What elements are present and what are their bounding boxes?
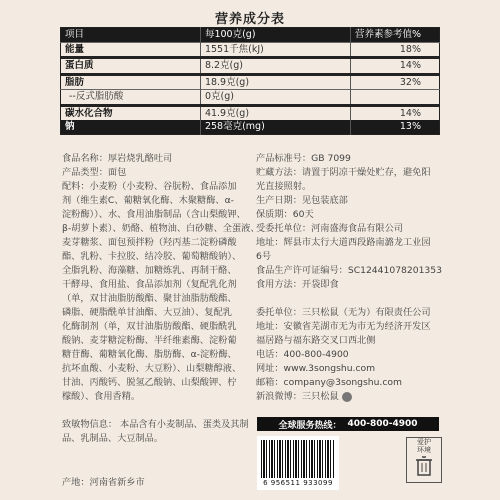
ingredients-line: 抗坏血酸、小麦粉、大豆粉）、山梨糖醇液、 [62, 363, 242, 374]
service-hotline [257, 417, 439, 431]
row-value: 18.9克(g) [200, 74, 350, 90]
table-row [61, 120, 440, 134]
row-nrv: 18% [350, 42, 439, 58]
ingredients-line: 化酶制剂（单，双甘油脂肪酸酯、硬脂酰乳 [62, 321, 237, 332]
weibo [256, 390, 446, 404]
eco-recycle-mark [406, 437, 442, 483]
row-value: 258毫克(mg) [200, 120, 350, 134]
eco-label: 环境 [417, 446, 431, 454]
ingredients-line: 酯、乳粉、卡拉胶、结冷胶、葡萄糖酸钠）、 [62, 251, 242, 262]
weibo-text: 新浪微博：三只松鼠 [256, 391, 339, 402]
standard-number: 产品标准号：GB 7099 [256, 153, 351, 164]
origin: 产地：河南省新乡市 [62, 477, 145, 488]
ingredients-line: 甘油、丙酸钙、脱氢乙酸钠、山梨酸钾、柠 [62, 377, 237, 388]
phone: 电话：400-800-4900 [256, 349, 349, 360]
ingredients-line: 糖苷酶、葡糖氧化酶、脂肪酶、α-淀粉酶、 [62, 349, 237, 360]
ingredients [62, 180, 276, 404]
row-label: 蛋白质 [61, 58, 201, 75]
barcode-number: 6 956511 933099 [263, 479, 333, 487]
row-nrv [350, 90, 439, 106]
header-item: 项目 [61, 28, 201, 43]
row-label: 能量 [61, 42, 201, 58]
ingredients-line: 磷脂、硬脂酰单甘油酯、大豆油）、复配乳 [62, 307, 232, 318]
header-nrv: 营养素参考值% [350, 28, 439, 43]
manufacturer-address: 地址：辉县市太行大道西段路南潞龙工业园 [256, 237, 431, 248]
storage-method: 贮藏方法：请置于阴凉干燥处贮存，避免阳 [256, 167, 431, 178]
barcode [257, 436, 339, 490]
row-nrv: 32% [350, 74, 439, 90]
manufacturer: 受委托单位：河南盛海食品有限公司 [256, 223, 403, 234]
allergen-info: 品、乳制品、大豆制品。 [62, 433, 164, 444]
client-address: 福居路与福东路交叉口西北侧 [256, 335, 376, 346]
trash-icon [414, 455, 434, 477]
service-label: 全球服务热线： [278, 420, 342, 431]
barcode-bars [261, 440, 335, 478]
row-nrv: 14% [350, 58, 439, 75]
right-column [256, 152, 446, 404]
product-type: 产品类型：面包 [62, 167, 127, 178]
storage-method: 光直接照射。 [256, 181, 312, 192]
row-label: 钠 [61, 120, 201, 134]
row-label: 碳水化合物 [61, 105, 201, 120]
ingredients-line: 淀粉酶））、水、食用油脂制品（含山梨酸钾、 [62, 209, 246, 220]
ingredients-line: 檬酸）、食用香精。 [62, 391, 141, 402]
website: 网址：www.3songshu.com [256, 363, 376, 374]
license-number: 食品生产许可证编号：SC12441078201353 [256, 265, 442, 276]
ingredients-line: 干酵母、食用盐、食品添加剂（复配乳化剂 [62, 279, 237, 290]
client: 委托单位：三只松鼠（无为）有限责任公司 [256, 307, 431, 318]
nutrition-table [60, 27, 440, 135]
ingredients-line: （单，双甘油脂肪酸酯、聚甘油脂肪酸酯、 [62, 293, 237, 304]
ingredients-line: 配料：小麦粉（小麦粉、谷朊粉、食品添加 [62, 181, 237, 192]
usage-method: 食用方法：开袋即食 [256, 279, 339, 290]
ingredients-line: 全脂乳粉、海藻糖、加糖炼乳、再制干酪、 [62, 265, 237, 276]
row-value: 0克(g) [200, 90, 350, 106]
header-per: 每100克(g) [200, 28, 350, 43]
client-address: 地址：安徽省芜湖市无为市无为经济开发区 [256, 321, 431, 332]
row-label: 脂肪 [61, 74, 201, 90]
allergen-info: 致敏物信息： 本品含有小麦制品、蛋类及其制 [62, 419, 249, 430]
email: 邮箱：company@3songshu.com [256, 377, 402, 388]
row-nrv: 14% [350, 105, 439, 120]
table-header [61, 28, 440, 43]
ingredients-line: 剂（维生素C、葡糖氧化酶、木聚糖酶、α- [62, 195, 234, 206]
row-value: 1551千焦(kJ) [200, 42, 350, 58]
service-number: 400-800-4900 [347, 419, 418, 429]
row-value: 8.2克(g) [200, 58, 350, 75]
table-row [61, 74, 440, 90]
left-column [62, 152, 276, 446]
eco-label: 爱护 [417, 438, 431, 446]
shelf-life: 保质期：60天 [256, 209, 314, 220]
ingredients-line: β-胡萝卜素）、奶酪、植物油、白砂糖、全蛋液、 [62, 223, 260, 234]
table-row [61, 105, 440, 120]
row-value: 41.9克(g) [200, 105, 350, 120]
nutrition-title: 营养成分表 [214, 12, 285, 27]
ingredients-line: 酸钠、麦芽糖淀粉酶、半纤维素酶、淀粉葡 [62, 335, 237, 346]
row-nrv: 13% [350, 120, 439, 134]
food-name: 食品名称：厚岩烧乳酪吐司 [62, 153, 173, 164]
row-label: --反式脂肪酸 [61, 90, 201, 106]
ingredients-line: 麦芽糖浆、面包预拌粉（羟丙基二淀粉磷酸 [62, 237, 237, 248]
weibo-icon [342, 392, 352, 402]
manufacturer-address: 6号 [256, 251, 272, 262]
table-row [61, 90, 440, 106]
table-row [61, 58, 440, 75]
table-row [61, 42, 440, 58]
production-date: 生产日期：见包装底部 [256, 195, 348, 206]
